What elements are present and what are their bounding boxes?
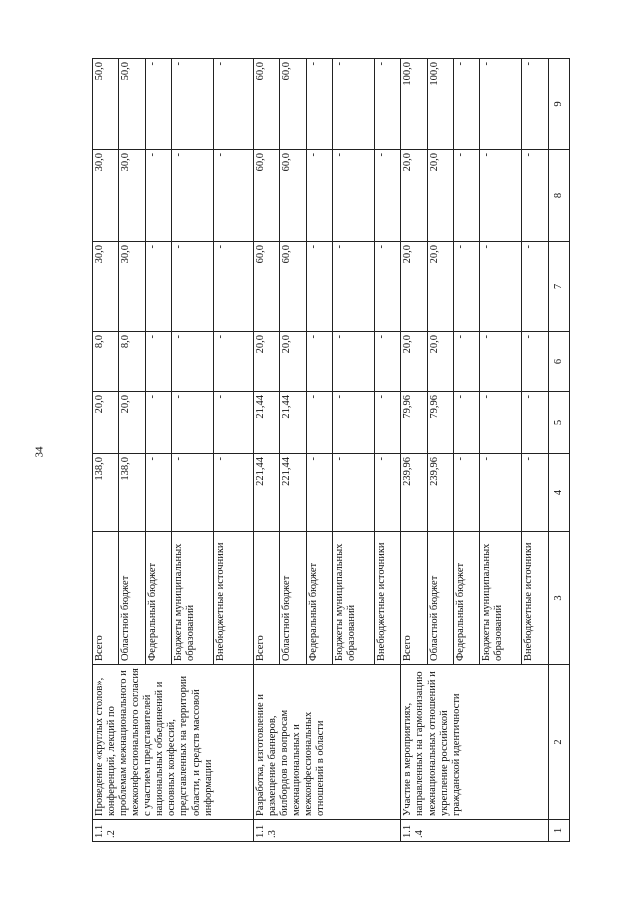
budget-table-container — [92, 59, 570, 842]
cell-year-2: - — [332, 332, 374, 392]
cell-year-3: - — [522, 242, 548, 332]
cell-year-3: - — [145, 242, 171, 332]
cell-total: - — [480, 454, 522, 532]
cell-year-1: 20,0 — [93, 392, 119, 454]
column-number: 9 — [548, 59, 569, 150]
cell-year-5: - — [332, 59, 374, 150]
section-code: 1.1.2 — [93, 820, 254, 842]
cell-total: - — [522, 454, 548, 532]
cell-total: 221,44 — [254, 454, 280, 532]
cell-year-1: - — [375, 392, 401, 454]
funding-source: Областной бюджет — [280, 532, 306, 665]
cell-year-3: - — [375, 242, 401, 332]
cell-year-1: 21,44 — [280, 392, 306, 454]
cell-year-5: - — [454, 59, 480, 150]
cell-year-3: - — [306, 242, 332, 332]
cell-year-5: - — [214, 59, 254, 150]
cell-year-4: 20,0 — [401, 150, 427, 242]
cell-year-3: 30,0 — [93, 242, 119, 332]
column-number: 2 — [548, 665, 569, 820]
cell-year-2: - — [480, 332, 522, 392]
cell-year-1: - — [214, 392, 254, 454]
cell-year-1: - — [171, 392, 213, 454]
cell-year-5: - — [522, 59, 548, 150]
cell-year-2: 8,0 — [93, 332, 119, 392]
cell-year-4: - — [480, 150, 522, 242]
cell-year-4: - — [145, 150, 171, 242]
cell-total: 221,44 — [280, 454, 306, 532]
funding-source: Всего — [401, 532, 427, 665]
funding-source: Федеральный бюджет — [145, 532, 171, 665]
cell-year-4: - — [171, 150, 213, 242]
cell-total: - — [306, 454, 332, 532]
cell-year-2: - — [145, 332, 171, 392]
column-number: 1 — [548, 820, 569, 842]
cell-year-4: 60,0 — [254, 150, 280, 242]
cell-year-2: - — [171, 332, 213, 392]
funding-source: Всего — [93, 532, 119, 665]
funding-source: Всего — [254, 532, 280, 665]
cell-year-5: 50,0 — [93, 59, 119, 150]
section-title: Проведение «круглых столов», конференций, лекций по проблемам межнационального и межконфессионального согласия с участием представителей национальных объединений и основных конфессий, представленных на территории области, и средств массовой информации — [93, 665, 254, 820]
cell-year-2: - — [522, 332, 548, 392]
cell-total: 239,96 — [427, 454, 453, 532]
funding-source: Внебюджетные источники — [214, 532, 254, 665]
cell-year-4: 60,0 — [280, 150, 306, 242]
cell-year-5: 60,0 — [254, 59, 280, 150]
cell-year-5: - — [145, 59, 171, 150]
cell-year-1: 20,0 — [119, 392, 145, 454]
cell-year-3: 30,0 — [119, 242, 145, 332]
funding-source: Областной бюджет — [427, 532, 453, 665]
column-number: 5 — [548, 392, 569, 454]
cell-year-1: - — [522, 392, 548, 454]
cell-year-2: 20,0 — [280, 332, 306, 392]
cell-year-3: 60,0 — [254, 242, 280, 332]
cell-year-4: - — [214, 150, 254, 242]
cell-year-5: 60,0 — [280, 59, 306, 150]
cell-year-2: 20,0 — [254, 332, 280, 392]
column-number: 6 — [548, 332, 569, 392]
cell-year-4: - — [332, 150, 374, 242]
funding-source: Внебюджетные источники — [375, 532, 401, 665]
column-number: 3 — [548, 532, 569, 665]
cell-year-3: - — [454, 242, 480, 332]
cell-year-2: 20,0 — [401, 332, 427, 392]
table-row — [93, 59, 119, 842]
cell-year-1: - — [454, 392, 480, 454]
cell-year-5: - — [306, 59, 332, 150]
cell-year-4: - — [306, 150, 332, 242]
cell-year-5: 100,0 — [427, 59, 453, 150]
budget-table — [92, 58, 570, 842]
cell-year-4: 30,0 — [119, 150, 145, 242]
cell-year-5: - — [375, 59, 401, 150]
cell-year-2: 8,0 — [119, 332, 145, 392]
cell-year-5: 50,0 — [119, 59, 145, 150]
cell-year-4: - — [454, 150, 480, 242]
cell-year-3: - — [332, 242, 374, 332]
cell-year-3: - — [214, 242, 254, 332]
funding-source: Областной бюджет — [119, 532, 145, 665]
cell-year-2: - — [454, 332, 480, 392]
cell-total: - — [171, 454, 213, 532]
table-row — [401, 59, 427, 842]
cell-year-1: - — [145, 392, 171, 454]
table-row — [254, 59, 280, 842]
cell-year-3: 20,0 — [427, 242, 453, 332]
rotated-table-frame — [92, 59, 570, 842]
cell-total: - — [145, 454, 171, 532]
cell-year-3: 20,0 — [401, 242, 427, 332]
cell-year-1: 21,44 — [254, 392, 280, 454]
cell-year-1: 79,96 — [401, 392, 427, 454]
section-code: 1.1.4 — [401, 820, 548, 842]
cell-year-5: - — [480, 59, 522, 150]
page-number: 34 — [33, 446, 46, 458]
cell-total: 239,96 — [401, 454, 427, 532]
cell-year-2: - — [306, 332, 332, 392]
funding-source: Бюджеты муниципальных образований — [171, 532, 213, 665]
section-code: 1.1.3 — [254, 820, 401, 842]
cell-year-3: 60,0 — [280, 242, 306, 332]
cell-year-4: - — [375, 150, 401, 242]
funding-source: Внебюджетные источники — [522, 532, 548, 665]
cell-total: - — [375, 454, 401, 532]
cell-year-2: - — [375, 332, 401, 392]
column-number: 7 — [548, 242, 569, 332]
cell-total: 138,0 — [119, 454, 145, 532]
cell-year-2: 20,0 — [427, 332, 453, 392]
funding-source: Бюджеты муниципальных образований — [332, 532, 374, 665]
column-number: 4 — [548, 454, 569, 532]
cell-year-1: - — [480, 392, 522, 454]
section-title: Участие в мероприятиях, направленных на гармонизацию межнациональных отношений и укрепление российской гражданской идентичности — [401, 665, 548, 820]
section-title: Разработка, изготовление и размещение баннеров, билбордов по вопросам межнациональных и межконфессиональных отношений в области — [254, 665, 401, 820]
cell-year-5: - — [171, 59, 213, 150]
cell-total: - — [332, 454, 374, 532]
cell-year-4: - — [522, 150, 548, 242]
cell-total: 138,0 — [93, 454, 119, 532]
funding-source: Федеральный бюджет — [454, 532, 480, 665]
cell-year-1: - — [332, 392, 374, 454]
column-number: 8 — [548, 150, 569, 242]
cell-year-3: - — [480, 242, 522, 332]
cell-year-2: - — [214, 332, 254, 392]
cell-year-3: - — [171, 242, 213, 332]
cell-year-1: 79,96 — [427, 392, 453, 454]
cell-total: - — [214, 454, 254, 532]
funding-source: Федеральный бюджет — [306, 532, 332, 665]
funding-source: Бюджеты муниципальных образований — [480, 532, 522, 665]
cell-year-1: - — [306, 392, 332, 454]
column-number-row — [548, 59, 569, 842]
cell-year-5: 100,0 — [401, 59, 427, 150]
cell-total: - — [454, 454, 480, 532]
cell-year-4: 20,0 — [427, 150, 453, 242]
cell-year-4: 30,0 — [93, 150, 119, 242]
